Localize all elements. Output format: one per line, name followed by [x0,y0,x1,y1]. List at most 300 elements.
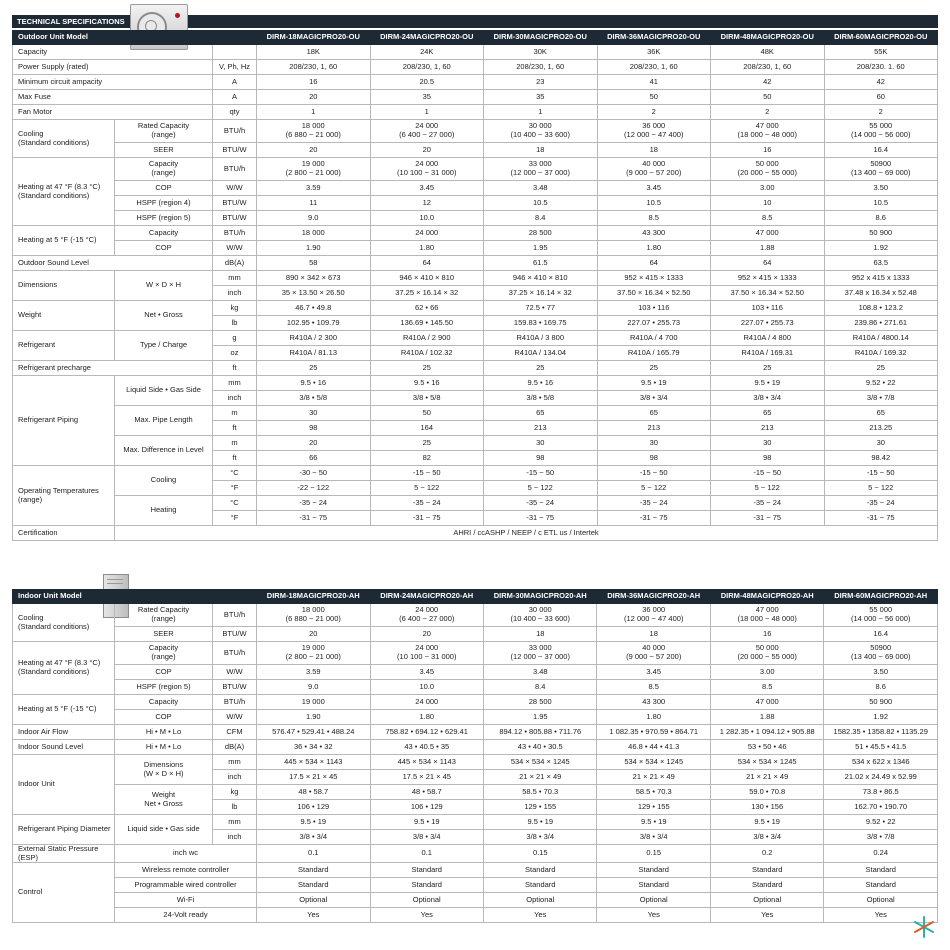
spec-value: 8.5 [711,211,825,226]
table-row [13,181,938,196]
model-column-header: DIRM-24MAGICPRO20-OU [370,31,484,45]
spec-value: 952 × 415 × 1333 [711,271,825,286]
spec-value: 37.50 × 16.34 × 52.50 [711,286,825,301]
spec-value: 1 282.35 • 1 094.12 • 905.88 [710,725,823,740]
row-group-label: Outdoor Sound Level [13,256,213,271]
spec-value: 30 [484,436,598,451]
spec-value: 1 [370,105,484,120]
row-unit: oz [213,346,257,361]
spec-value: Standard [484,863,597,878]
row-sub-label: Net • Gross [115,301,213,331]
spec-value: 0.15 [484,845,597,863]
table-row [13,695,938,710]
row-unit: inch [213,286,257,301]
spec-value: 8.5 [597,680,710,695]
row-sub-label: Liquid Side • Gas Side [115,376,213,406]
spec-value: 1.80 [597,241,711,256]
spec-value: 3/8 • 3/4 [370,830,483,845]
row-group-label: Heating at 47 °F (8.3 °C) (Standard conditions) [13,158,115,226]
spec-value: 50900 (13 400 ~ 69 000) [824,642,938,665]
spec-value: 946 × 410 × 810 [370,271,484,286]
spec-value: 24 000 [370,226,484,241]
spec-value: 37.48 x 16.34 x 52.48 [824,286,938,301]
row-group-label: Refrigerant Piping Diameter [13,815,115,845]
spec-value: 24 000 (10 100 ~ 31 000) [370,158,484,181]
row-sub-label: inch wc [115,845,257,863]
spec-value: 1.80 [597,710,710,725]
spec-value: 17.5 × 21 × 45 [257,770,370,785]
row-sub-label: Max. Difference in Level [115,436,213,466]
spec-value: 50 000 (20 000 ~ 55 000) [710,642,823,665]
spec-value: 445 × 534 × 1143 [257,755,370,770]
spec-value: 35 [370,90,484,105]
row-group-label: Refrigerant [13,331,115,361]
spec-value: 8.4 [484,680,597,695]
spec-value: R410A / 102.32 [370,346,484,361]
spec-value: 213 [484,421,598,436]
outdoor-spec-table [12,30,938,541]
spec-value: 213 [711,421,825,436]
spec-value: 98 [257,421,371,436]
spec-value: 208/230. 1. 60 [824,60,938,75]
spec-value: 28 500 [484,695,597,710]
spec-value: 21 × 21 × 49 [710,770,823,785]
spec-value: 3.00 [711,181,825,196]
spec-value: -31 ~ 75 [597,511,711,526]
spec-value: 534 × 534 × 1245 [484,755,597,770]
spec-value: 63.5 [824,256,938,271]
spec-value: 20 [257,627,370,642]
row-unit: BTU/W [213,627,257,642]
table-row [13,45,938,60]
row-sub-label: Hi • M • Lo [115,725,213,740]
spec-value: 20 [257,436,371,451]
spec-value: 30 000 (10 400 ~ 33 600) [484,120,598,143]
spec-value: 8.6 [824,211,938,226]
spec-value: 10.0 [370,211,484,226]
spec-value: Yes [370,908,483,923]
spec-value: 0.24 [824,845,938,863]
row-unit: CFM [213,725,257,740]
row-group-label: Cooling (Standard conditions) [13,120,115,158]
row-unit: BTU/h [213,226,257,241]
spec-value: R410A / 165.79 [597,346,711,361]
row-sub-label: HSPF (region 4) [115,196,213,211]
spec-value: 3.48 [484,181,598,196]
row-unit: BTU/W [213,211,257,226]
spec-value: 758.82 • 694.12 • 629.41 [370,725,483,740]
model-column-header: DIRM-48MAGICPRO20-AH [710,590,823,604]
row-unit: W/W [213,710,257,725]
spec-value: 25 [370,361,484,376]
row-unit: mm [213,815,257,830]
spec-value: 46.8 • 44 • 41.3 [597,740,710,755]
row-sub-label: Rated Capacity (range) [115,120,213,143]
spec-value: 3.00 [710,665,823,680]
spec-value: Yes [710,908,823,923]
row-sub-label: W × D × H [115,271,213,301]
spec-value: 43 • 40.5 • 35 [370,740,483,755]
table-row [13,75,938,90]
spec-value: 47 000 (18 000 ~ 48 000) [711,120,825,143]
row-unit: inch [213,830,257,845]
spec-value: 18 000 [257,226,371,241]
spec-value: 73.8 • 86.5 [824,785,938,800]
row-sub-label: Cooling [115,466,213,496]
model-column-header: DIRM-36MAGICPRO20-AH [597,590,710,604]
spec-value: 890 × 342 × 673 [257,271,371,286]
spec-value: 35 × 13.50 × 26.50 [257,286,371,301]
spec-value: R410A / 2 900 [370,331,484,346]
spec-value: 61.5 [484,256,598,271]
spec-value: 21 × 21 × 49 [597,770,710,785]
row-sub-label: Programmable wired controller [115,878,257,893]
spec-value: 37.50 × 16.34 × 52.50 [597,286,711,301]
spec-value: 20 [370,143,484,158]
table-row [13,361,938,376]
spec-value: Optional [257,893,370,908]
spec-value: 576.47 • 529.41 • 488.24 [257,725,370,740]
spec-value: Optional [710,893,823,908]
row-group-label: Indoor Sound Level [13,740,115,755]
spec-value: 21 × 21 × 49 [484,770,597,785]
spec-value: Standard [370,878,483,893]
spec-value: 64 [597,256,711,271]
model-column-header: DIRM-36MAGICPRO20-OU [597,31,711,45]
spec-value: 58.5 • 70.3 [597,785,710,800]
spec-value: 50 [711,90,825,105]
spec-value: 10.0 [370,680,483,695]
row-group-label: External Static Pressure (ESP) [13,845,115,863]
row-group-label: Weight [13,301,115,331]
row-unit [213,45,257,60]
spec-value: 227.07 • 255.73 [597,316,711,331]
row-sub-label: COP [115,710,213,725]
spec-value: 9.5 • 19 [484,815,597,830]
spec-value: 36 • 34 • 32 [257,740,370,755]
spec-value: 108.8 • 123.2 [824,301,938,316]
row-sub-label: Wireless remote controller [115,863,257,878]
spec-value: 24 000 (6 400 ~ 27 000) [370,120,484,143]
spec-value: 0.15 [597,845,710,863]
spec-value: 50 900 [824,226,938,241]
spec-value: 1582.35 • 1358.82 • 1135.29 [824,725,938,740]
spec-value: 208/230, 1, 60 [711,60,825,75]
spec-value: 0.1 [370,845,483,863]
spec-value: 8.5 [710,680,823,695]
table-row [13,627,938,642]
spec-value: 53 • 50 • 46 [710,740,823,755]
row-group-label: Control [13,863,115,923]
spec-value: 58 [257,256,371,271]
spec-value: 103 • 116 [711,301,825,316]
spec-value: 40 000 (9 000 ~ 57 200) [597,642,710,665]
spec-value: 9.5 • 16 [257,376,371,391]
spec-value: R410A / 4800.14 [824,331,938,346]
row-unit: mm [213,755,257,770]
row-sub-label: Type / Charge [115,331,213,361]
spec-value: Standard [824,863,938,878]
spec-value: 10.5 [824,196,938,211]
spec-value: 18 [597,143,711,158]
spec-value: R410A / 81.13 [257,346,371,361]
spec-value: 213.25 [824,421,938,436]
row-unit: m [213,436,257,451]
spec-value: 1.95 [484,241,598,256]
spec-value: Standard [597,863,710,878]
model-column-header: DIRM-30MAGICPRO20-AH [484,590,597,604]
spec-value: 18 [484,627,597,642]
row-unit: kg [213,785,257,800]
spec-value: Yes [824,908,938,923]
spec-value: 25 [824,361,938,376]
spec-value: -35 ~ 24 [824,496,938,511]
spec-value: 65 [711,406,825,421]
spec-value: 1.92 [824,241,938,256]
table-row [13,60,938,75]
spec-value: 946 × 410 × 810 [484,271,598,286]
table-row [13,725,938,740]
row-sub-label: HSPF (region 5) [115,211,213,226]
model-column-header: DIRM-48MAGICPRO20-OU [711,31,825,45]
row-unit: BTU/h [213,604,257,627]
row-unit: BTU/h [213,158,257,181]
row-sub-label: Capacity (range) [115,642,213,665]
spec-value: 47 000 [710,695,823,710]
row-sub-label: 24-Volt ready [115,908,257,923]
table-row [13,436,938,451]
spec-value: -15 ~ 50 [824,466,938,481]
table-row [13,878,938,893]
spec-value: 3.45 [370,665,483,680]
spec-value: 25 [597,361,711,376]
spec-value: 1.88 [711,241,825,256]
spec-value: 5 ~ 122 [711,481,825,496]
row-sub-label: Capacity [115,695,213,710]
table-row [13,466,938,481]
spec-value: 35 [484,90,598,105]
spec-value: 64 [370,256,484,271]
row-unit: V, Ph, Hz [213,60,257,75]
spec-value: 5 ~ 122 [597,481,711,496]
spec-value: 19 000 [257,695,370,710]
spec-value: 65 [824,406,938,421]
row-unit: W/W [213,665,257,680]
row-group-label: Dimensions [13,271,115,301]
spec-value: 33 000 (12 000 ~ 37 000) [484,158,598,181]
spec-value: R410A / 3 800 [484,331,598,346]
spec-value: 98 [597,451,711,466]
spec-value: 59.0 • 70.8 [710,785,823,800]
spec-value: 534 × 534 × 1245 [597,755,710,770]
spec-value: 3/8 • 7/8 [824,830,938,845]
spec-value: 36 000 (12 000 ~ 47 400) [597,604,710,627]
spec-value: R410A / 169.31 [711,346,825,361]
spec-value: Standard [710,863,823,878]
spec-value: 0.2 [710,845,823,863]
spec-value: -15 ~ 50 [597,466,711,481]
spec-value: -35 ~ 24 [711,496,825,511]
row-sub-label: COP [115,241,213,256]
row-unit: mm [213,376,257,391]
spec-value: 3/8 • 5/8 [257,391,371,406]
spec-value: 9.52 • 22 [824,376,938,391]
spec-value: Standard [710,878,823,893]
row-sub-label: HSPF (region 5) [115,680,213,695]
spec-value: 50 900 [824,695,938,710]
spec-value: 102.95 • 109.79 [257,316,371,331]
spec-value: 3.59 [257,665,370,680]
row-group-label: Max Fuse [13,90,213,105]
spec-value: Optional [370,893,483,908]
spec-value: 98 [711,451,825,466]
spec-value: 1.80 [370,710,483,725]
spec-value: -35 ~ 24 [257,496,371,511]
certification-value: AHRI / ccASHP / NEEP / c ETL us / Intertek [115,526,938,541]
spec-value: 3.59 [257,181,371,196]
spec-value: 3/8 • 3/4 [710,830,823,845]
row-unit: W/W [213,241,257,256]
spec-value: 16 [711,143,825,158]
spec-value: 30 [597,436,711,451]
spec-value: 43 300 [597,226,711,241]
spec-value: 55 000 (14 000 ~ 56 000) [824,120,938,143]
spec-value: 208/230, 1, 60 [484,60,598,75]
row-group-label: Fan Motor [13,105,213,120]
spec-value: R410A / 169.32 [824,346,938,361]
table-row [13,604,938,627]
spec-value: 18K [257,45,371,60]
spec-value: 65 [597,406,711,421]
row-group-label: Indoor Air Flow [13,725,115,740]
row-sub-label: Liquid side • Gas side [115,815,213,845]
spec-value: 18 000 (6 880 ~ 21 000) [257,604,370,627]
snowflake-logo-icon [912,915,936,939]
spec-value: 24 000 (10 100 ~ 31 000) [370,642,483,665]
spec-value: 25 [257,361,371,376]
table-row [13,755,938,770]
spec-value: 20 [257,143,371,158]
spec-value: 8.5 [597,211,711,226]
row-unit: BTU/h [213,695,257,710]
spec-value: 3/8 • 3/4 [597,830,710,845]
spec-value: 16.4 [824,143,938,158]
spec-value: 5 ~ 122 [370,481,484,496]
spec-value: R410A / 2 300 [257,331,371,346]
spec-value: Yes [484,908,597,923]
row-unit: ft [213,451,257,466]
row-sub-label: Hi • M • Lo [115,740,213,755]
table-row [13,863,938,878]
spec-value: 48 • 58.7 [370,785,483,800]
spec-value: 30 [257,406,371,421]
spec-value: -35 ~ 24 [370,496,484,511]
spec-value: 19 000 (2 800 ~ 21 000) [257,158,371,181]
spec-value: 55 000 (14 000 ~ 56 000) [824,604,938,627]
spec-value: 1.90 [257,241,371,256]
table-row [13,143,938,158]
row-unit: BTU/h [213,120,257,143]
row-unit: dB(A) [213,740,257,755]
table-row [13,376,938,391]
row-unit: BTU/W [213,143,257,158]
table-row [13,256,938,271]
row-unit: A [213,90,257,105]
model-column-header: DIRM-60MAGICPRO20-OU [824,31,938,45]
indoor-spec-table [12,589,938,923]
spec-value: 952 x 415 x 1333 [824,271,938,286]
spec-value: 239.86 • 271.61 [824,316,938,331]
spec-value: 227.07 • 255.73 [711,316,825,331]
row-sub-label: COP [115,665,213,680]
spec-value: 24K [370,45,484,60]
spec-value: Yes [597,908,710,923]
spec-value: 3/8 • 5/8 [484,391,598,406]
spec-value: 534 × 534 × 1245 [710,755,823,770]
spec-value: 48K [711,45,825,60]
spec-value: 9.5 • 19 [370,815,483,830]
spec-value: 30 [711,436,825,451]
spec-value: -15 ~ 50 [484,466,598,481]
spec-value: 21.02 x 24.49 x 52.99 [824,770,938,785]
spec-value: 28 500 [484,226,598,241]
spec-value: 16 [257,75,371,90]
spec-value: Standard [597,878,710,893]
spec-value: 72.5 • 77 [484,301,598,316]
row-group-label: Minimum circuit ampacity [13,75,213,90]
spec-value: 9.0 [257,680,370,695]
spec-value: Standard [257,878,370,893]
row-group-label: Power Supply (rated) [13,60,213,75]
spec-value: 23 [484,75,598,90]
row-group-label: Heating at 47 °F (8.3 °C) (Standard conditions) [13,642,115,695]
table-row [13,815,938,830]
spec-value: 55K [824,45,938,60]
spec-value: 47 000 (18 000 ~ 48 000) [710,604,823,627]
model-label-header: Indoor Unit Model [13,590,257,604]
spec-value: 24 000 [370,695,483,710]
spec-value: Standard [257,863,370,878]
table-row [13,301,938,316]
spec-value: 106 • 129 [370,800,483,815]
spec-value: 18 [597,627,710,642]
table-row [13,740,938,755]
table-row [13,271,938,286]
spec-value: 66 [257,451,371,466]
spec-value: 9.5 • 19 [710,815,823,830]
table-row [13,710,938,725]
spec-value: 208/230, 1, 60 [257,60,371,75]
spec-value: 65 [484,406,598,421]
spec-value: 24 000 (6 400 ~ 27 000) [370,604,483,627]
spec-value: 136.69 • 145.50 [370,316,484,331]
spec-value: -35 ~ 24 [484,496,598,511]
spec-value: 48 • 58.7 [257,785,370,800]
row-unit: ft [213,421,257,436]
spec-value: 3.50 [824,181,938,196]
spec-value: Optional [824,893,938,908]
spec-value: 5 ~ 122 [484,481,598,496]
row-group-label: Indoor Unit [13,755,115,815]
row-unit: BTU/W [213,196,257,211]
spec-value: Standard [370,863,483,878]
table-row [13,120,938,143]
spec-value: 17.5 × 21 × 45 [370,770,483,785]
spec-value: 98.42 [824,451,938,466]
row-unit: g [213,331,257,346]
spec-value: 3.50 [824,665,938,680]
table-row [13,105,938,120]
